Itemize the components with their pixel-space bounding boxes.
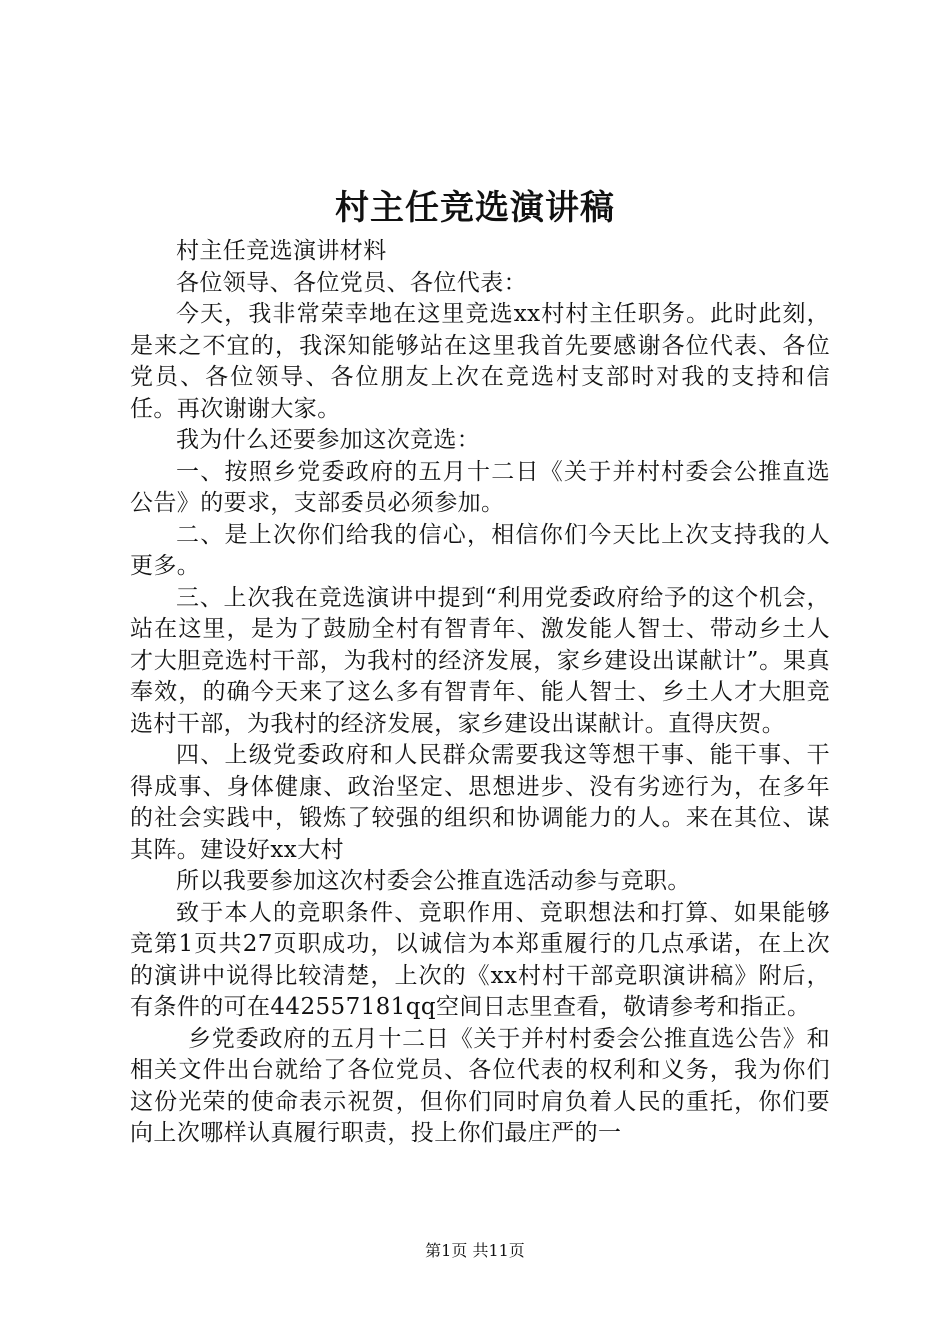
paragraph-conditions: 致于本人的竞职条件、竞职作用、竞职想法和打算、如果能够竞第1页共27页职成功，以诚信为本郑重履行的几点承诺，在上次的演讲中说得比较清楚，上次的《xx村村干部竞职演讲稿》附后，有条件的可在442557181qq空间日志里查看，敬请参考和指正。 (130, 899, 830, 1020)
paragraph-reason-4: 四、上级党委政府和人民群众需要我这等想干事、能干事、干得成事、身体健康、政治坚定、思想进步、没有劣迹行为，在多年的社会实践中，锻炼了较强的组织和协调能力的人。来在其位、谋其阵。建设好xx大村 (130, 742, 830, 863)
document-title: 村主任竞选演讲稿 (335, 188, 615, 228)
paragraph-opening: 今天，我非常荣幸地在这里竞选xx村村主任职务。此时此刻，是来之不宜的，我深知能够站在这里我首先要感谢各位代表、各位党员、各位领导、各位朋友上次在竞选村支部时对我的支持和信任。再次谢谢大家。 (130, 301, 830, 422)
paragraph-salutation: 各位领导、各位党员、各位代表： (176, 269, 527, 296)
document-body (130, 236, 830, 1150)
paragraph-rights-duties: 乡党委政府的五月十二日《关于并村村委会公推直选公告》和相关文件出台就给了各位党员、各位代表的权利和义务，我为你们这份光荣的使命表示祝贺，但你们同时肩负着人民的重托，你们要向上次哪样认真履行职责，投上你们最庄严的一 (130, 1025, 830, 1146)
paragraph-reason-1: 一、按照乡党委政府的五月十二日《关于并村村委会公推直选公告》的要求，支部委员必须参加。 (130, 458, 830, 516)
paragraph-reason-3: 三、上次我在竞选演讲中提到“利用党委政府给予的这个机会，站在这里，是为了鼓励全村有智青年、激发能人智士、带动乡土人才大胆竞选村干部，为我村的经济发展，家乡建设出谋献计”。果真奉效，的确今天来了这么多有智青年、能人智士、乡土人才大胆竞选村干部，为我村的经济发展，家乡建设出谋献计。直得庆贺。 (130, 584, 830, 737)
paragraph-reasons-intro: 我为什么还要参加这次竞选： (176, 427, 481, 453)
paragraph-reason-2: 二、是上次你们给我的信心，相信你们今天比上次支持我的人更多。 (130, 521, 830, 579)
page-footer: 第1页 共11页 (425, 1241, 525, 1260)
paragraph-conclusion: 所以我要参加这次村委会公推直选活动参与竞职。 (176, 868, 691, 894)
paragraph-subtitle: 村主任竞选演讲材料 (176, 238, 387, 264)
